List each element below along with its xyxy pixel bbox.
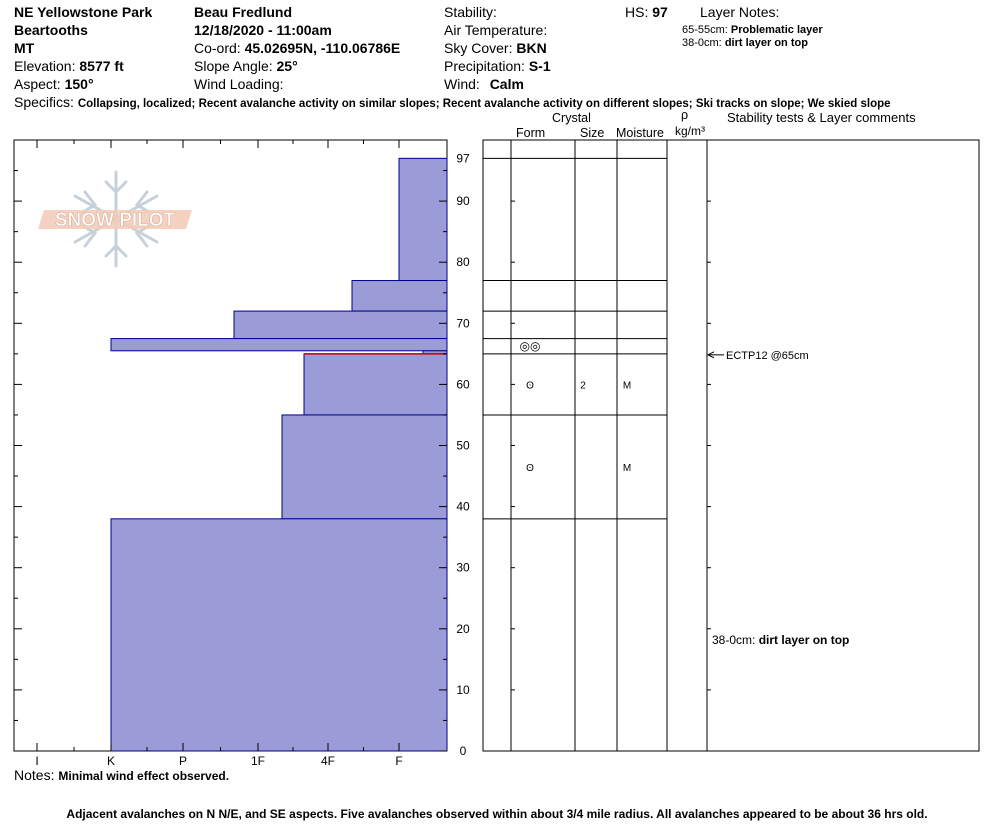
footer-comment: Adjacent avalanches on N N/E, and SE aspects. Five avalanches observed within about 3/4 mile radius. All avalanches appeared to be about 36 hrs old. <box>66 807 928 821</box>
stability-comments-header: Stability tests & Layer comments <box>727 110 916 125</box>
height-tick-label: 50 <box>456 438 470 453</box>
snow-pilot-logo <box>38 172 192 266</box>
location-name: NE Yellowstone Park <box>14 4 153 20</box>
hardness-layer <box>304 354 447 415</box>
stability-tests <box>708 350 809 362</box>
stability-test-label: ECTP12 @65cm <box>726 349 809 362</box>
hardness-layer <box>111 339 447 351</box>
wind-loading-label: Wind Loading: <box>194 76 284 92</box>
elevation-value: 8577 ft <box>79 58 124 74</box>
specifics-value: Collapsing, localized; Recent avalanche activity on similar slopes; Recent avalanche activity on different slopes; Ski tracks on slope; We skied slope <box>77 98 891 110</box>
logo-text: SNOW PILOT <box>54 210 176 231</box>
height-tick-label: 40 <box>456 499 470 514</box>
hs-label: HS: <box>625 4 649 20</box>
air-temp-label: Air Temperature: <box>444 22 548 38</box>
layer-comment-text: dirt layer on top <box>758 633 850 647</box>
aspect-label: Aspect: <box>14 76 61 92</box>
grain-form-symbol: ◎◎ <box>519 339 541 354</box>
grain-frame <box>483 140 979 751</box>
precip-value: S-1 <box>528 58 551 74</box>
hardness-tick-label: 1F <box>250 754 266 768</box>
range-name: Beartooths <box>14 22 88 38</box>
height-tick-label: 0 <box>459 744 467 758</box>
crystal-header: Crystal <box>552 111 591 125</box>
state-name: MT <box>14 40 35 56</box>
grain-form-symbol: ʘ <box>526 462 534 474</box>
hardness-tick-label: I <box>35 754 39 768</box>
form-header: Form <box>516 126 546 140</box>
wind-value: Calm <box>489 76 524 92</box>
height-tick-label: 60 <box>456 377 470 392</box>
stability-label: Stability: <box>444 4 497 20</box>
coord-value: 45.02695N, -110.06786E <box>244 40 401 56</box>
grain-size-value: 2 <box>580 380 586 392</box>
layer-note-range: 38-0cm: <box>682 37 722 49</box>
height-tick-label: 10 <box>456 682 470 697</box>
density-unit-header: kg/m³ <box>675 124 705 138</box>
layer-comment <box>712 632 849 648</box>
moisture-header: Moisture <box>616 126 664 140</box>
hardness-tick-label: K <box>106 754 116 768</box>
height-tick-label: 70 <box>456 316 470 331</box>
height-tick-label: 80 <box>456 255 470 270</box>
grain-moisture-value: M <box>622 462 632 474</box>
hardness-tick-label: 4F <box>320 754 336 768</box>
layer-comment-range: 38-0cm: <box>712 633 756 647</box>
notes-row <box>14 767 229 784</box>
height-tick-label: 97 <box>456 151 470 166</box>
layer-note-text: Problematic layer <box>730 24 823 36</box>
hs-value: 97 <box>652 4 668 20</box>
hardness-tick-label: F <box>395 754 403 768</box>
height-tick-label: 30 <box>456 560 470 575</box>
precip-label: Precipitation: <box>444 58 525 74</box>
layer-note-range: 65-55cm: <box>682 24 728 36</box>
sky-cover-label: Sky Cover: <box>444 40 513 56</box>
height-tick-label: 90 <box>456 194 470 209</box>
hardness-layer <box>352 281 447 312</box>
hardness-tick-label: P <box>178 754 188 768</box>
wind-label: Wind: <box>444 76 480 92</box>
elevation-label: Elevation: <box>14 58 76 74</box>
hardness-layers <box>111 158 447 751</box>
layer-note-text: dirt layer on top <box>724 37 808 49</box>
height-tick-label: 20 <box>456 621 470 636</box>
slope-value: 25° <box>276 58 298 74</box>
coord-label: Co-ord: <box>194 40 241 56</box>
notes-value: Minimal wind effect observed. <box>58 769 230 783</box>
notes-label: Notes: <box>14 767 55 783</box>
specifics-label: Specifics: <box>14 94 74 110</box>
rho-header: ρ <box>681 108 689 122</box>
hardness-layer <box>111 519 447 751</box>
observer-name: Beau Fredlund <box>194 4 293 20</box>
size-header: Size <box>580 126 605 140</box>
hardness-layer <box>234 311 447 338</box>
hardness-layer <box>282 415 447 519</box>
sky-cover-value: BKN <box>516 40 547 56</box>
observation-datetime: 12/18/2020 - 11:00am <box>194 22 332 38</box>
slope-label: Slope Angle: <box>194 58 273 74</box>
grain-form-symbol: ʘ <box>526 380 534 392</box>
aspect-value: 150° <box>64 76 94 92</box>
layer-notes-label: Layer Notes: <box>700 4 780 20</box>
grain-structure <box>511 140 711 751</box>
grain-moisture-value: M <box>622 380 632 392</box>
